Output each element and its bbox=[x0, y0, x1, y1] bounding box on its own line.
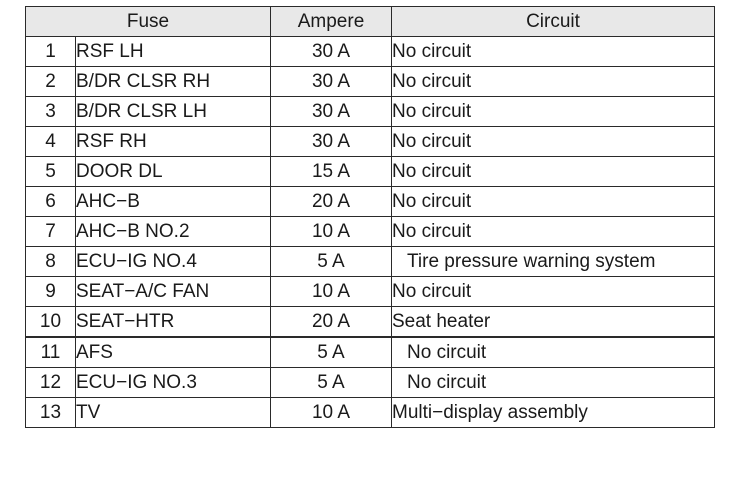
table-header bbox=[26, 7, 715, 37]
table-row bbox=[26, 337, 715, 368]
fuse-number: 8 bbox=[26, 247, 76, 277]
fuse-circuit: No circuit bbox=[392, 97, 715, 127]
fuse-table bbox=[25, 6, 715, 428]
table-row bbox=[26, 247, 715, 277]
fuse-name: SEAT−HTR bbox=[76, 307, 271, 338]
fuse-number: 9 bbox=[26, 277, 76, 307]
fuse-ampere: 30 A bbox=[271, 67, 392, 97]
fuse-circuit: No circuit bbox=[392, 127, 715, 157]
table-row bbox=[26, 398, 715, 428]
fuse-number: 11 bbox=[26, 337, 76, 368]
fuse-ampere: 30 A bbox=[271, 97, 392, 127]
table-row bbox=[26, 307, 715, 338]
fuse-circuit: No circuit bbox=[392, 368, 715, 398]
fuse-number: 2 bbox=[26, 67, 76, 97]
fuse-number: 6 bbox=[26, 187, 76, 217]
fuse-circuit: Multi−display assembly bbox=[392, 398, 715, 428]
fuse-name: AHC−B NO.2 bbox=[76, 217, 271, 247]
table-row bbox=[26, 217, 715, 247]
fuse-ampere: 30 A bbox=[271, 37, 392, 67]
fuse-ampere: 10 A bbox=[271, 217, 392, 247]
fuse-ampere: 10 A bbox=[271, 398, 392, 428]
fuse-name: DOOR DL bbox=[76, 157, 271, 187]
table-row bbox=[26, 67, 715, 97]
fuse-circuit: No circuit bbox=[392, 67, 715, 97]
fuse-ampere: 30 A bbox=[271, 127, 392, 157]
fuse-name: AHC−B bbox=[76, 187, 271, 217]
table-row bbox=[26, 37, 715, 67]
fuse-circuit: No circuit bbox=[392, 277, 715, 307]
fuse-ampere: 5 A bbox=[271, 337, 392, 368]
fuse-circuit: Tire pressure warning system bbox=[392, 247, 715, 277]
header-row bbox=[26, 7, 715, 37]
fuse-ampere: 5 A bbox=[271, 368, 392, 398]
fuse-ampere: 20 A bbox=[271, 187, 392, 217]
header-circuit: Circuit bbox=[392, 7, 715, 37]
fuse-name: SEAT−A/C FAN bbox=[76, 277, 271, 307]
table-row bbox=[26, 127, 715, 157]
table-row bbox=[26, 157, 715, 187]
fuse-number: 12 bbox=[26, 368, 76, 398]
fuse-ampere: 10 A bbox=[271, 277, 392, 307]
fuse-ampere: 20 A bbox=[271, 307, 392, 338]
table-row bbox=[26, 368, 715, 398]
fuse-number: 5 bbox=[26, 157, 76, 187]
fuse-ampere: 15 A bbox=[271, 157, 392, 187]
header-fuse: Fuse bbox=[26, 7, 271, 37]
fuse-name: RSF RH bbox=[76, 127, 271, 157]
fuse-circuit: No circuit bbox=[392, 37, 715, 67]
fuse-number: 10 bbox=[26, 307, 76, 338]
fuse-number: 3 bbox=[26, 97, 76, 127]
fuse-name: B/DR CLSR LH bbox=[76, 97, 271, 127]
fuse-circuit: No circuit bbox=[392, 157, 715, 187]
fuse-number: 7 bbox=[26, 217, 76, 247]
fuse-name: RSF LH bbox=[76, 37, 271, 67]
table-row bbox=[26, 97, 715, 127]
fuse-name: ECU−IG NO.4 bbox=[76, 247, 271, 277]
fuse-circuit: Seat heater bbox=[392, 307, 715, 338]
fuse-circuit: No circuit bbox=[392, 337, 715, 368]
fuse-name: AFS bbox=[76, 337, 271, 368]
fuse-name: TV bbox=[76, 398, 271, 428]
table-row bbox=[26, 187, 715, 217]
fuse-ampere: 5 A bbox=[271, 247, 392, 277]
fuse-number: 1 bbox=[26, 37, 76, 67]
fuse-name: ECU−IG NO.3 bbox=[76, 368, 271, 398]
fuse-number: 4 bbox=[26, 127, 76, 157]
fuse-number: 13 bbox=[26, 398, 76, 428]
fuse-circuit: No circuit bbox=[392, 187, 715, 217]
header-ampere: Ampere bbox=[271, 7, 392, 37]
table-body bbox=[26, 37, 715, 428]
fuse-circuit: No circuit bbox=[392, 217, 715, 247]
fuse-name: B/DR CLSR RH bbox=[76, 67, 271, 97]
table-row bbox=[26, 277, 715, 307]
